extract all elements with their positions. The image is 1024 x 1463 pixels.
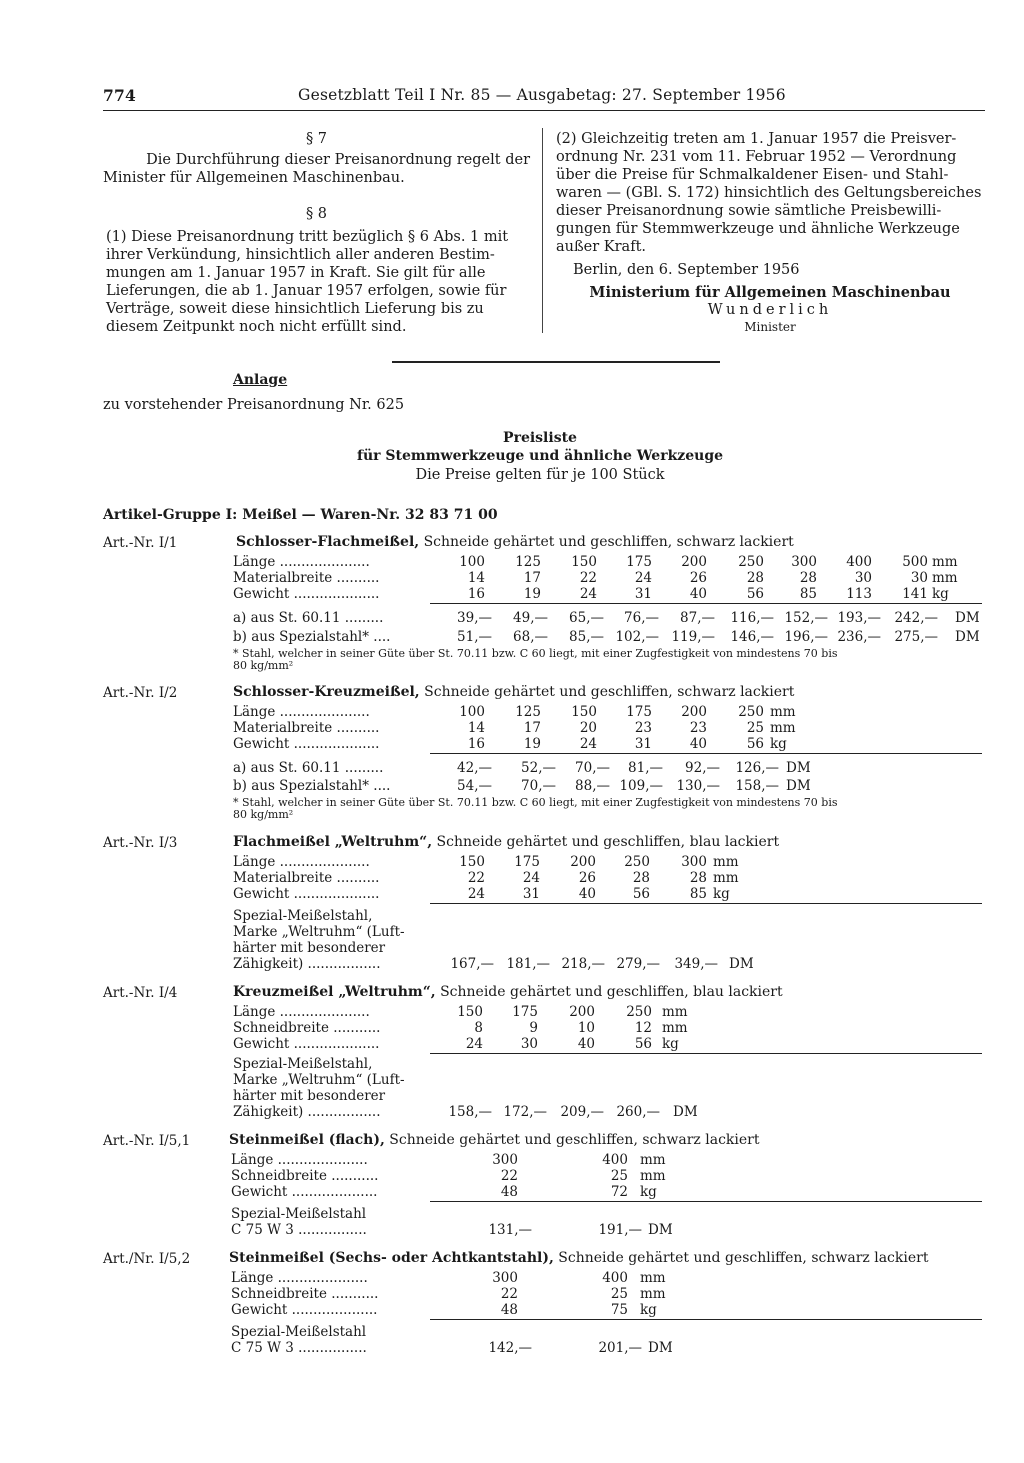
article-name: Steinmeißel (Sechs- oder Achtkantstahl), <box>229 1250 554 1266</box>
spec-line: Spezial-Meißelstahl <box>231 1324 367 1340</box>
table-cell: 88,— <box>575 778 610 794</box>
section-8-text <box>106 228 530 336</box>
footnote <box>233 648 837 672</box>
table-cell: 14 <box>467 720 485 736</box>
row-label-gewicht: Gewicht .................... <box>231 1184 378 1200</box>
text-line: gungen für Stemmwerkzeuge und ähnliche Werkzeuge <box>556 221 960 237</box>
article-title <box>236 534 794 550</box>
table-cell: 30 <box>520 1036 538 1052</box>
table-cell: 10 <box>577 1020 595 1036</box>
spec-line: Marke „Weltruhm“ (Luft- <box>233 1072 405 1088</box>
spec-line: Zähigkeit) ................. <box>233 1104 381 1120</box>
table-cell: 102,— <box>615 629 659 645</box>
table-cell: 158,— <box>448 1104 492 1120</box>
table-cell: 400 <box>846 554 872 570</box>
table-cell: 100 <box>459 554 485 570</box>
text-line: (1) Diese Preisanordnung tritt bezüglich § 6 Abs. 1 mit <box>106 229 509 245</box>
table-cell: 17 <box>523 720 541 736</box>
table-cell: 56 <box>634 1036 652 1052</box>
table-cell: 181,— <box>506 956 550 972</box>
signatory-title: Minister <box>744 320 796 334</box>
unit-label: mm <box>770 704 796 720</box>
table-cell: 28 <box>746 570 764 586</box>
spec-line: C 75 W 3 ................ <box>231 1340 367 1356</box>
row-label-gewicht: Gewicht .................... <box>233 736 380 752</box>
table-cell: 26 <box>578 870 596 886</box>
table-cell: 175 <box>626 704 652 720</box>
footnote-line: 80 kg/mm² <box>233 659 294 672</box>
unit-label: DM <box>955 610 980 626</box>
table-cell: 150 <box>459 854 485 870</box>
table-cell: 25 <box>746 720 764 736</box>
article-title <box>229 1250 928 1266</box>
table-cell: 150 <box>571 704 597 720</box>
spec-line: härter mit besonderer <box>233 940 386 956</box>
article-description: Schneide gehärtet und geschliffen, schwarz lackiert <box>389 1132 760 1148</box>
unit-label: mm <box>662 1004 688 1020</box>
text-line: mungen am 1. Januar 1957 in Kraft. Sie gilt für alle <box>106 265 486 281</box>
table-cell: 119,— <box>671 629 715 645</box>
article-title <box>233 684 794 700</box>
page-header-title: Gesetzblatt Teil I Nr. 85 — Ausgabetag: 27. September 1956 <box>298 86 786 104</box>
table-cell: 19 <box>523 736 541 752</box>
unit-label: mm <box>640 1152 666 1168</box>
table-cell: 40 <box>578 886 596 902</box>
table-cell: 16 <box>467 736 485 752</box>
row-label-laenge: Länge ..................... <box>233 854 370 870</box>
table-cell: 81,— <box>628 760 663 776</box>
anlage-title: Anlage <box>233 372 288 388</box>
table-cell: 142,— <box>488 1340 532 1356</box>
unit-label: DM <box>648 1340 673 1356</box>
table-rule <box>430 1201 982 1202</box>
table-cell: 16 <box>467 586 485 602</box>
ministry-name: Ministerium für Allgemeinen Maschinenbau <box>589 284 951 301</box>
row-label-gewicht: Gewicht .................... <box>233 586 380 602</box>
table-cell: 300 <box>791 554 817 570</box>
article-number: Art.-Nr. I/2 <box>103 685 178 701</box>
spec-line: C 75 W 3 ................ <box>231 1222 367 1238</box>
text-line: ihrer Verkündung, hinsichtlich aller anderen Bestim- <box>106 247 495 263</box>
text-line: waren — (GBl. S. 172) hinsichtlich des Geltungsbereiches <box>556 185 982 201</box>
article-description: Schneide gehärtet und geschliffen, blau lackiert <box>436 834 780 850</box>
row-label-schneidbreite: Schneidbreite ........... <box>231 1286 379 1302</box>
article-description: Schneide gehärtet und geschliffen, blau lackiert <box>440 984 783 1000</box>
spec-line: Zähigkeit) ................. <box>233 956 381 972</box>
table-cell: 250 <box>626 1004 652 1020</box>
table-cell: 24 <box>579 736 597 752</box>
table-cell: 250 <box>738 554 764 570</box>
table-cell: 125 <box>515 554 541 570</box>
table-cell: 141 <box>902 586 928 602</box>
table-rule <box>430 1319 982 1320</box>
table-cell: 400 <box>602 1270 628 1286</box>
table-cell: 54,— <box>457 778 492 794</box>
table-cell: 56 <box>632 886 650 902</box>
table-cell: 300 <box>492 1152 518 1168</box>
table-cell: 31 <box>634 736 652 752</box>
spec-line: Spezial-Meißelstahl, <box>233 908 373 924</box>
unit-label: kg <box>713 886 730 902</box>
row-label-laenge: Länge ..................... <box>233 554 370 570</box>
unit-label: mm <box>932 554 958 570</box>
table-cell: 196,— <box>784 629 828 645</box>
table-cell: 14 <box>467 570 485 586</box>
text-line: Lieferungen, die ab 1. Januar 1957 erfolgen, sowie für <box>106 283 507 299</box>
unit-label: kg <box>640 1184 657 1200</box>
unit-label: mm <box>640 1168 666 1184</box>
section-7-text <box>103 151 530 187</box>
table-cell: 125 <box>515 704 541 720</box>
table-cell: 19 <box>523 586 541 602</box>
spec-line: Marke „Weltruhm“ (Luft- <box>233 924 405 940</box>
table-cell: 158,— <box>735 778 779 794</box>
table-cell: 28 <box>799 570 817 586</box>
table-cell: 92,— <box>685 760 720 776</box>
text-line: (2) Gleichzeitig treten am 1. Januar 1957 die Preisver- <box>556 131 957 147</box>
table-cell: 131,— <box>488 1222 532 1238</box>
table-cell: 22 <box>467 870 485 886</box>
article-description: Schneide gehärtet und geschliffen, schwarz lackiert <box>424 684 795 700</box>
row-label-materialbreite: Materialbreite .......... <box>233 870 380 886</box>
table-cell: 236,— <box>837 629 881 645</box>
table-cell: 23 <box>634 720 652 736</box>
row-label-price-b: b) aus Spezialstahl* .... <box>233 778 391 794</box>
table-cell: 40 <box>577 1036 595 1052</box>
table-cell: 31 <box>634 586 652 602</box>
table-cell: 167,— <box>450 956 494 972</box>
unit-label: kg <box>662 1036 679 1052</box>
signatory-name: Wunderlich <box>707 302 833 318</box>
table-cell: 40 <box>689 736 707 752</box>
anlage-subtitle: zu vorstehender Preisanordnung Nr. 625 <box>103 397 405 413</box>
table-cell: 22 <box>579 570 597 586</box>
section-separator <box>392 361 720 363</box>
spec-line: härter mit besonderer <box>233 1088 386 1104</box>
table-cell: 56 <box>746 736 764 752</box>
table-cell: 126,— <box>735 760 779 776</box>
article-number: Art.-Nr. I/5,1 <box>103 1133 191 1149</box>
footnote-line: * Stahl, welcher in seiner Güte über St. 70.11 bzw. C 60 liegt, mit einer Zugfestigkeit von mindestens 70 bis <box>233 796 838 809</box>
table-cell: 65,— <box>569 610 604 626</box>
table-cell: 30 <box>854 570 872 586</box>
column-divider <box>542 128 543 333</box>
table-cell: 24 <box>467 886 485 902</box>
table-cell: 56 <box>746 586 764 602</box>
unit-label: mm <box>640 1270 666 1286</box>
table-cell: 72 <box>610 1184 628 1200</box>
table-rule <box>430 903 982 904</box>
row-label-price-a: a) aus St. 60.11 ......... <box>233 760 384 776</box>
unit-label: mm <box>713 854 739 870</box>
table-cell: 24 <box>634 570 652 586</box>
table-cell: 193,— <box>837 610 881 626</box>
article-number: Art.-Nr. I/3 <box>103 835 178 851</box>
unit-label: mm <box>640 1286 666 1302</box>
table-cell: 22 <box>500 1168 518 1184</box>
table-cell: 48 <box>500 1184 518 1200</box>
unit-label: DM <box>648 1222 673 1238</box>
article-number: Art.-Nr. I/1 <box>103 535 178 551</box>
row-label-price-a: a) aus St. 60.11 ......... <box>233 610 384 626</box>
table-cell: 20 <box>579 720 597 736</box>
group-heading: Artikel-Gruppe I: Meißel — Waren-Nr. 32 83 71 00 <box>103 507 498 523</box>
table-cell: 40 <box>689 586 707 602</box>
table-cell: 175 <box>512 1004 538 1020</box>
table-cell: 349,— <box>674 956 718 972</box>
table-cell: 201,— <box>598 1340 642 1356</box>
table-cell: 191,— <box>598 1222 642 1238</box>
unit-label: kg <box>640 1302 657 1318</box>
table-cell: 24 <box>465 1036 483 1052</box>
row-label-gewicht: Gewicht .................... <box>233 886 380 902</box>
table-cell: 100 <box>459 704 485 720</box>
table-cell: 260,— <box>616 1104 660 1120</box>
text-line: Verträge, soweit diese hinsichtlich Lieferung bis zu <box>106 301 484 317</box>
table-cell: 172,— <box>503 1104 547 1120</box>
unit-label: kg <box>932 586 949 602</box>
row-label-gewicht: Gewicht .................... <box>233 1036 380 1052</box>
row-label-price-b: b) aus Spezialstahl* .... <box>233 629 391 645</box>
table-cell: 68,— <box>513 629 548 645</box>
unit-label: DM <box>955 629 980 645</box>
article-name: Flachmeißel „Weltruhm“, <box>233 834 433 850</box>
article-number: Art.-Nr. I/4 <box>103 985 178 1001</box>
header-rule <box>103 110 985 111</box>
spec-line: Spezial-Meißelstahl, <box>233 1056 373 1072</box>
article-title <box>229 1132 759 1148</box>
row-label-laenge: Länge ..................... <box>231 1270 368 1286</box>
table-cell: 150 <box>457 1004 483 1020</box>
row-label-schneidbreite: Schneidbreite ........... <box>231 1168 379 1184</box>
unit-label: DM <box>786 760 811 776</box>
article-description: Schneide gehärtet und geschliffen, schwarz lackiert <box>558 1250 929 1266</box>
footnote <box>233 797 837 821</box>
article-name: Kreuzmeißel „Weltruhm“, <box>233 984 436 1000</box>
table-cell: 42,— <box>457 760 492 776</box>
table-cell: 175 <box>626 554 652 570</box>
table-cell: 116,— <box>730 610 774 626</box>
table-cell: 25 <box>610 1168 628 1184</box>
footnote-line: 80 kg/mm² <box>233 808 294 821</box>
table-cell: 275,— <box>894 629 938 645</box>
table-cell: 75 <box>610 1302 628 1318</box>
price-list-note: Die Preise gelten für je 100 Stück <box>415 467 665 483</box>
table-cell: 12 <box>634 1020 652 1036</box>
row-label-materialbreite: Materialbreite .......... <box>233 720 380 736</box>
row-label-laenge: Länge ..................... <box>233 704 370 720</box>
table-cell: 152,— <box>784 610 828 626</box>
table-cell: 218,— <box>561 956 605 972</box>
table-cell: 76,— <box>624 610 659 626</box>
table-cell: 200 <box>681 554 707 570</box>
text-line: diesem Zeitpunkt noch nicht erfüllt sind. <box>106 319 407 335</box>
text-line: Minister für Allgemeinen Maschinenbau. <box>103 170 405 186</box>
table-cell: 250 <box>624 854 650 870</box>
unit-label: DM <box>729 956 754 972</box>
table-cell: 146,— <box>730 629 774 645</box>
table-rule <box>430 1053 982 1054</box>
section-8-heading: § 8 <box>305 206 328 222</box>
article-name: Schlosser-Flachmeißel, <box>236 534 420 550</box>
table-rule <box>430 753 982 754</box>
unit-label: DM <box>786 778 811 794</box>
table-cell: 24 <box>522 870 540 886</box>
text-line: über die Preise für Schmalkaldener Eisen- und Stahl- <box>556 167 949 183</box>
table-cell: 175 <box>514 854 540 870</box>
table-cell: 30 <box>910 570 928 586</box>
table-cell: 52,— <box>521 760 556 776</box>
table-cell: 70,— <box>521 778 556 794</box>
section-7-heading: § 7 <box>305 131 328 147</box>
table-cell: 70,— <box>575 760 610 776</box>
table-cell: 400 <box>602 1152 628 1168</box>
unit-label: DM <box>673 1104 698 1120</box>
row-label-laenge: Länge ..................... <box>233 1004 370 1020</box>
table-cell: 500 <box>902 554 928 570</box>
table-cell: 23 <box>689 720 707 736</box>
price-list-subtitle: für Stemmwerkzeuge und ähnliche Werkzeuge <box>356 448 724 464</box>
table-cell: 109,— <box>619 778 663 794</box>
article-number: Art./Nr. I/5,2 <box>103 1251 191 1267</box>
text-line: außer Kraft. <box>556 239 647 255</box>
article-title <box>233 984 783 1000</box>
table-cell: 28 <box>632 870 650 886</box>
table-cell: 51,— <box>457 629 492 645</box>
table-cell: 25 <box>610 1286 628 1302</box>
row-label-laenge: Länge ..................... <box>231 1152 368 1168</box>
table-cell: 17 <box>523 570 541 586</box>
table-cell: 8 <box>474 1020 483 1036</box>
price-list-title: Preisliste <box>503 430 577 446</box>
table-cell: 300 <box>681 854 707 870</box>
table-cell: 113 <box>846 586 872 602</box>
table-cell: 87,— <box>680 610 715 626</box>
table-cell: 39,— <box>457 610 492 626</box>
table-cell: 85 <box>799 586 817 602</box>
text-line: dieser Preisanordnung sowie sämtliche Preisbewilli- <box>556 203 942 219</box>
article-description: Schneide gehärtet und geschliffen, schwarz lackiert <box>423 534 794 550</box>
table-cell: 200 <box>681 704 707 720</box>
table-cell: 300 <box>492 1270 518 1286</box>
page-number: 774 <box>103 86 136 105</box>
footnote-line: * Stahl, welcher in seiner Güte über St. 70.11 bzw. C 60 liegt, mit einer Zugfestigkeit von mindestens 70 bis <box>233 647 838 660</box>
text-line: ordnung Nr. 231 vom 11. Februar 1952 — Verordnung <box>556 149 957 165</box>
table-cell: 9 <box>529 1020 538 1036</box>
row-label-materialbreite: Materialbreite .......... <box>233 570 380 586</box>
table-cell: 85,— <box>569 629 604 645</box>
table-cell: 279,— <box>616 956 660 972</box>
unit-label: mm <box>770 720 796 736</box>
table-cell: 85 <box>689 886 707 902</box>
table-cell: 48 <box>500 1302 518 1318</box>
article-name: Steinmeißel (flach), <box>229 1132 385 1148</box>
unit-label: mm <box>932 570 958 586</box>
spec-line: Spezial-Meißelstahl <box>231 1206 367 1222</box>
row-label-schneidbreite: Schneidbreite ........... <box>233 1020 381 1036</box>
unit-label: mm <box>713 870 739 886</box>
table-cell: 24 <box>579 586 597 602</box>
unit-label: mm <box>662 1020 688 1036</box>
table-cell: 209,— <box>560 1104 604 1120</box>
table-cell: 150 <box>571 554 597 570</box>
table-cell: 200 <box>570 854 596 870</box>
unit-label: kg <box>770 736 787 752</box>
place-date: Berlin, den 6. September 1956 <box>573 262 800 278</box>
table-rule <box>430 603 982 604</box>
table-cell: 49,— <box>513 610 548 626</box>
row-label-gewicht: Gewicht .................... <box>231 1302 378 1318</box>
table-cell: 22 <box>500 1286 518 1302</box>
table-cell: 242,— <box>894 610 938 626</box>
text-line: Die Durchführung dieser Preisanordnung regelt der <box>146 152 530 168</box>
section-8-paragraph-2 <box>556 130 984 256</box>
table-cell: 31 <box>522 886 540 902</box>
table-cell: 130,— <box>676 778 720 794</box>
article-name: Schlosser-Kreuzmeißel, <box>233 684 420 700</box>
table-cell: 28 <box>689 870 707 886</box>
table-cell: 26 <box>689 570 707 586</box>
table-cell: 250 <box>738 704 764 720</box>
table-cell: 200 <box>569 1004 595 1020</box>
article-title <box>233 834 779 850</box>
